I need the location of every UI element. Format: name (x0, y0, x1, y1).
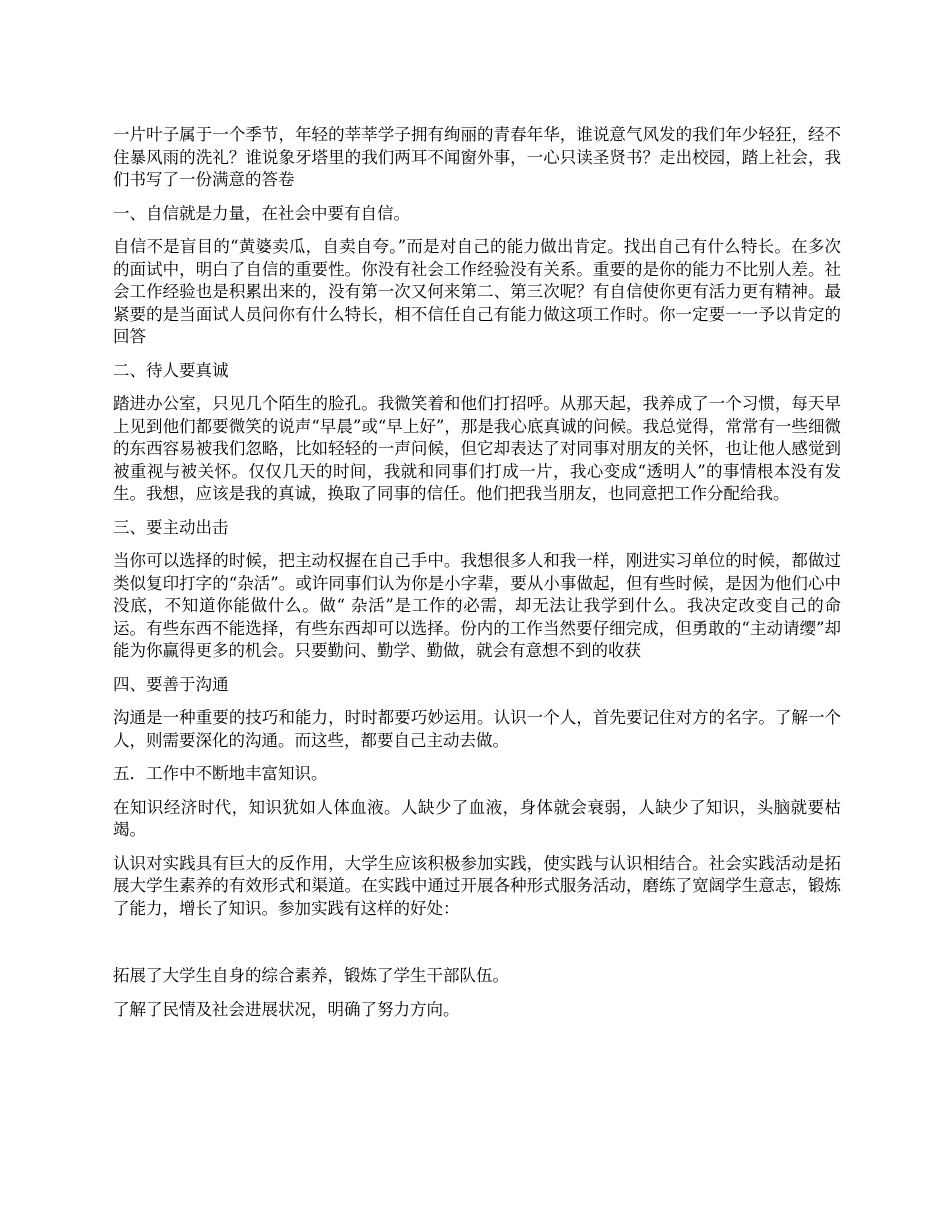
section-heading-3: 三、要主动出击 (113, 517, 229, 537)
intro-paragraph: 一片叶子属于一个季节，年轻的莘莘学子拥有绚丽的青春年华，谁说意气风发的我们年少轻狂，经不住暴风雨的洗礼？谁说象牙塔里的我们两耳不闻窗外事，一心只读圣贤书？走出校园，踏上社会，我们书写了一份满意的答卷 (113, 125, 841, 189)
section-paragraph-4: 沟通是一种重要的技巧和能力，时时都要巧妙运用。认识一个人，首先要记住对方的名字。了解一个人，则需要深化的沟通。而这些，都要自己主动去做。 (113, 708, 841, 750)
section-paragraph-5a: 在知识经济时代，知识犹如人体血液。人缺少了血液，身体就会衰弱，人缺少了知识，头脑就要枯竭。 (113, 797, 841, 839)
document-page (113, 124, 841, 1032)
section-paragraph-2: 踏进办公室，只见几个陌生的脸孔。我微笑着和他们打招呼。从那天起，我养成了一个习惯，每天早上见到他们都要微笑的说声“早晨”或“早上好”，那是我心底真诚的问候。我总觉得，常常有一些细微的东西容易被我们忽略，比如轻轻的一声问候，但它却表达了对同事对朋友的关怀，也让他人感觉到被重视与被关怀。仅仅几天的时间，我就和同事们打成一片，我心变成“透明人”的事情根本没有发生。我想，应该是我的真诚，换取了同事的信任。他们把我当朋友，也同意把工作分配给我。 (113, 394, 841, 503)
blank-spacer (113, 931, 841, 965)
section-heading-4: 四、要善于沟通 (113, 674, 229, 694)
benefit-item-2: 了解了民情及社会进展状况，明确了努力方向。 (113, 999, 460, 1019)
section-paragraph-5b: 认识对实践具有巨大的反作用，大学生应该积极参加实践，使实践与认识相结合。社会实践活动是拓展大学生素养的有效形式和渠道。在实践中通过开展各种形式服务活动，磨练了宽阔学生意志，锻炼了能力，增长了知识。参加实践有这样的好处： (113, 853, 841, 918)
section-heading-5: 五．工作中不断地丰富知识。 (113, 764, 328, 783)
section-paragraph-3: 当你可以选择的时候，把主动权握在自己手中。我想很多人和我一样，刚进实习单位的时候，都做过类似复印打字的“杂活”。或许同事们认为你是小字辈，要从小事做起，但有些时候，是因为他们心中没底，不知道你能做什么。做“ 杂活”是工作的必需，却无法让我学到什么。我决定改变自己的命运。有些东西不能选择，有些东西却可以选择。份内的工作当然要仔细完成，但勇敢的“主动请缨”却能为你赢得更多的机会。只要勤问、勤学、勤做，就会有意想不到的收获 (113, 551, 841, 660)
section-paragraph-1: 自信不是盲目的“黄婆卖瓜，自卖自夸。”而是对自己的能力做出肯定。找出自己有什么特长。在多次的面试中，明白了自信的重要性。你没有社会工作经验没有关系。重要的是你的能力不比别人差。社会工作经验也是积累出来的，没有第一次又何来第二、第三次呢？有自信使你更有活力更有精神。最紧要的是当面试人员问你有什么特长，相不信任自己有能力做这项工作时。你一定要一一予以肯定的回答 (113, 237, 841, 346)
section-heading-2: 二、待人要真诚 (113, 360, 229, 380)
benefit-item-1: 拓展了大学生自身的综合素养，锻炼了学生干部队伍。 (113, 966, 509, 985)
section-heading-1: 一、自信就是力量，在社会中要有自信。 (113, 203, 410, 223)
